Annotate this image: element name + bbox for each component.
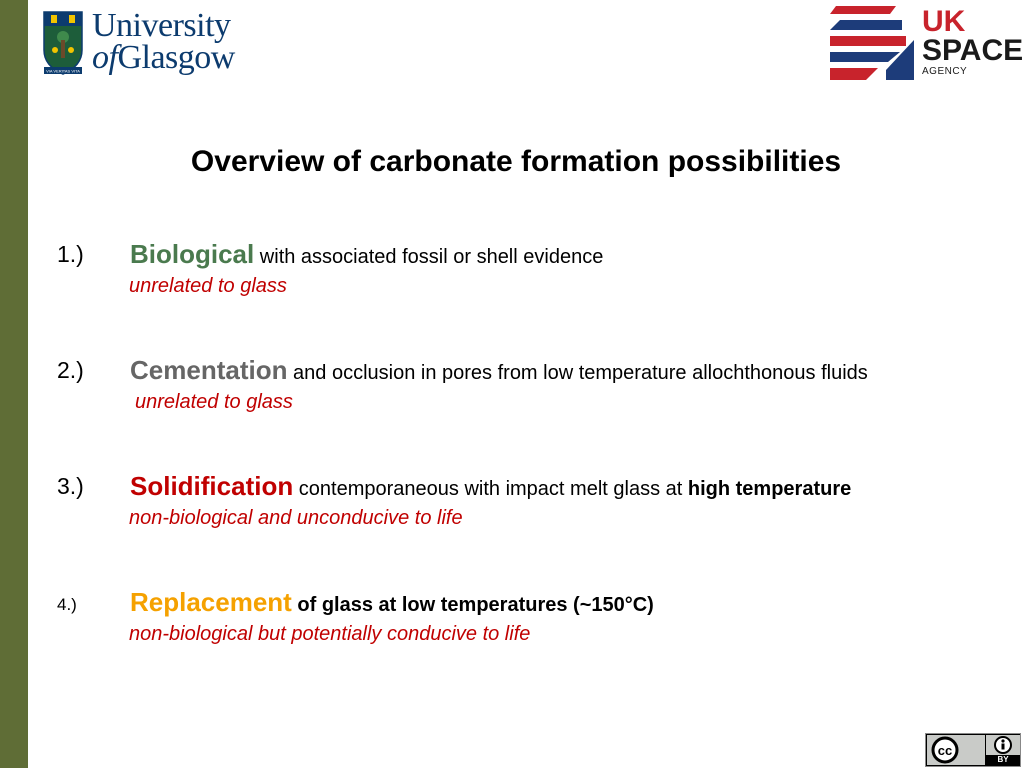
item-line bbox=[130, 587, 654, 618]
creative-commons-icon bbox=[927, 735, 985, 765]
item-number: 2.) bbox=[57, 357, 84, 383]
item-text: and occlusion in pores from low temperature allochthonous fluids bbox=[287, 362, 868, 384]
item-keyword: Biological bbox=[130, 239, 255, 269]
agency-name-agency: AGENCY bbox=[922, 66, 968, 77]
agency-wordmark bbox=[922, 5, 1024, 77]
item-note: unrelated to glass bbox=[129, 275, 287, 297]
university-of-glasgow-logo bbox=[42, 7, 242, 80]
uk-space-agency-logo bbox=[830, 0, 1024, 84]
item-line bbox=[130, 355, 868, 386]
cc-by-label: BY bbox=[986, 755, 1020, 765]
agency-name-space: SPACE bbox=[922, 34, 1024, 67]
item-keyword: Cementation bbox=[130, 355, 288, 385]
item-note: unrelated to glass bbox=[135, 391, 293, 413]
university-name-glasgow: Glasgow bbox=[117, 39, 235, 76]
attribution-person-icon bbox=[986, 735, 1020, 755]
item-text-bold: high temperature bbox=[687, 478, 852, 500]
item-text-bold: of glass at low temperatures (~150°C) bbox=[291, 594, 654, 616]
university-wordmark bbox=[92, 7, 235, 76]
item-keyword: Replacement bbox=[130, 587, 292, 617]
sidebar-stripe bbox=[0, 0, 28, 768]
item-line bbox=[130, 471, 851, 502]
university-name-of: of bbox=[92, 39, 118, 76]
svg-text:cc: cc bbox=[937, 743, 953, 758]
item-number: 1.) bbox=[57, 241, 84, 267]
slide-title: Overview of carbonate formation possibilities bbox=[190, 145, 842, 178]
item-text: contemporaneous with impact melt glass at bbox=[293, 478, 688, 500]
item-note: non-biological but potentially conducive to life bbox=[129, 623, 531, 645]
item-note: non-biological and unconducive to life bbox=[129, 507, 463, 529]
university-crest-icon bbox=[42, 10, 84, 76]
creative-commons-license-badge[interactable] bbox=[925, 733, 1021, 767]
svg-text:VIA VERITAS VITA: VIA VERITAS VITA bbox=[46, 68, 80, 74]
item-keyword: Solidification bbox=[130, 471, 294, 501]
item-line bbox=[130, 239, 603, 270]
cc-logo-area bbox=[927, 735, 985, 765]
university-name-line1: University bbox=[92, 7, 231, 44]
item-text: with associated fossil or shell evidence bbox=[254, 246, 604, 268]
item-number: 3.) bbox=[57, 473, 84, 499]
union-flag-icon bbox=[830, 0, 914, 82]
item-number: 4.) bbox=[57, 595, 77, 614]
agency-name-uk: UK bbox=[922, 5, 966, 38]
university-name-line2 bbox=[92, 39, 235, 76]
